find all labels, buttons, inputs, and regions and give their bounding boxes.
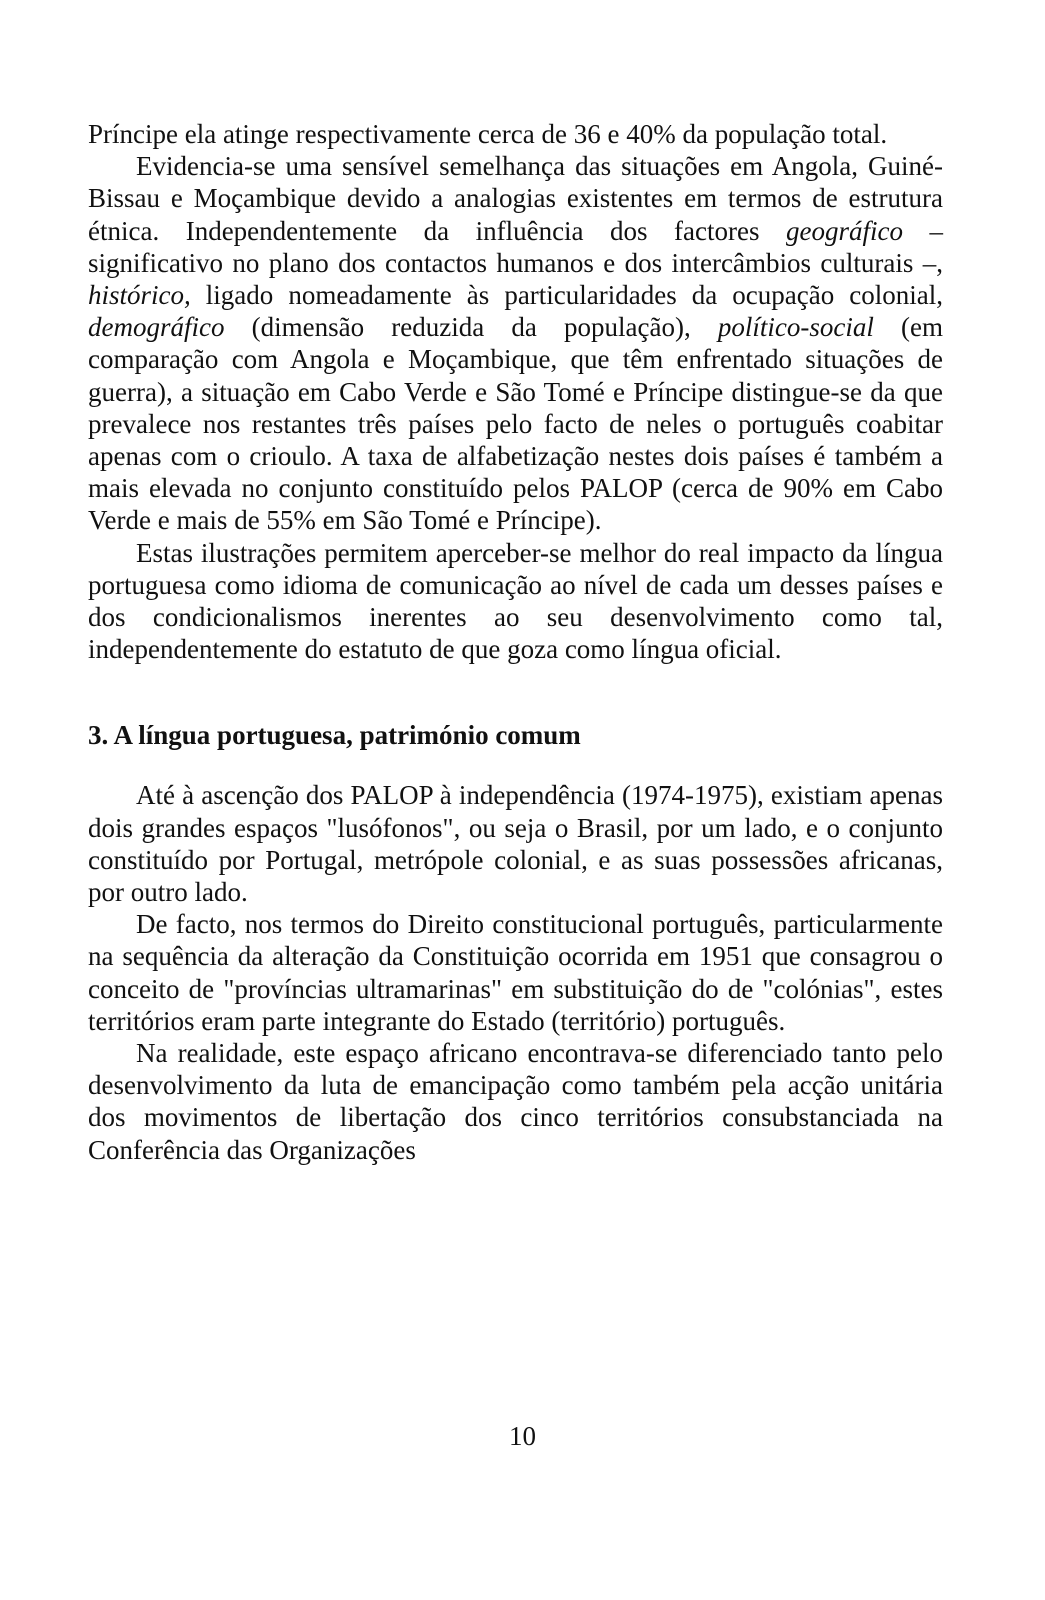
paragraph-5 — [88, 908, 943, 1037]
italic-historico: histórico, — [88, 280, 191, 311]
paragraph-4-text: Até à ascenção dos PALOP à independência (1974-1975), existiam apenas dois grandes espaços "lusófonos", ou seja o Brasil, por um lado, e o conjunto constituído por Portugal, metrópole colonial, e as suas possessões africanas, por outro lado. — [88, 780, 943, 908]
section-heading: 3. A língua portuguesa, património comum — [88, 720, 581, 751]
paragraph-4 — [88, 779, 943, 908]
paragraph-2-text-a: Evidencia-se uma sensível semelhança das situações em Angola, Guiné-Bissau e Moçambique devido a analogias existentes em termos de estrutura étnica. Independentemente da influência dos factores — [88, 151, 943, 246]
paragraph-2-text-b: – significativo no plano dos contactos humanos e dos intercâmbios culturais –, — [88, 215, 943, 278]
document-body — [88, 118, 943, 1166]
paragraph-2-text-e: (em comparação com Angola e Moçambique, que têm enfrentado situações de guerra), a situação em Cabo Verde e São Tomé e Príncipe distingue-se da que prevalece nos restantes três países pelo facto de neles o português coabitar apenas com o crioulo. A taxa de alfabetização nestes dois países é também a mais elevada no conjunto constituído pelos PALOP (cerca de 90% em Cabo Verde e mais de 55% em São Tomé e Príncipe). — [88, 312, 943, 536]
paragraph-2 — [88, 150, 943, 536]
italic-demografico: demográfico — [88, 312, 225, 343]
paragraph-3 — [88, 537, 943, 666]
italic-politico-social: político-social — [717, 312, 874, 343]
paragraph-1 — [88, 118, 943, 150]
paragraph-6 — [88, 1037, 943, 1166]
paragraph-2-text-c: ligado nomeadamente às particularidades da ocupação colonial, — [190, 280, 943, 311]
paragraph-5-text: De facto, nos termos do Direito constitucional português, particularmente na sequência da alteração da Constituição ocorrida em 1951 que consagrou o conceito de "províncias ultramarinas" em substituição do de "colónias", estes territórios eram parte integrante do Estado (território) português. — [88, 909, 943, 1036]
paragraph-3-text: Estas ilustrações permitem aperceber-se melhor do real impacto da língua portuguesa como idioma de comunicação ao nível de cada um desses países e dos condicionalismos inerentes ao seu desenvolvimento como tal, independentemente do estatuto de que goza como língua oficial. — [88, 537, 943, 665]
paragraph-6-text: Na realidade, este espaço africano encontrava-se diferenciado tanto pelo desenvolvimento da luta de emancipação como também pela acção unitária dos movimentos de libertação dos cinco territórios consubstanciada na Conferência das Organizações — [88, 1038, 943, 1165]
page-number: 10 — [509, 1421, 536, 1451]
paragraph-2-text-d: (dimensão reduzida da população), — [224, 312, 718, 343]
paragraph-1-text: Príncipe ela atinge respectivamente cerca de 36 e 40% da população total. — [88, 119, 888, 149]
italic-geografico: geográfico — [786, 215, 903, 246]
